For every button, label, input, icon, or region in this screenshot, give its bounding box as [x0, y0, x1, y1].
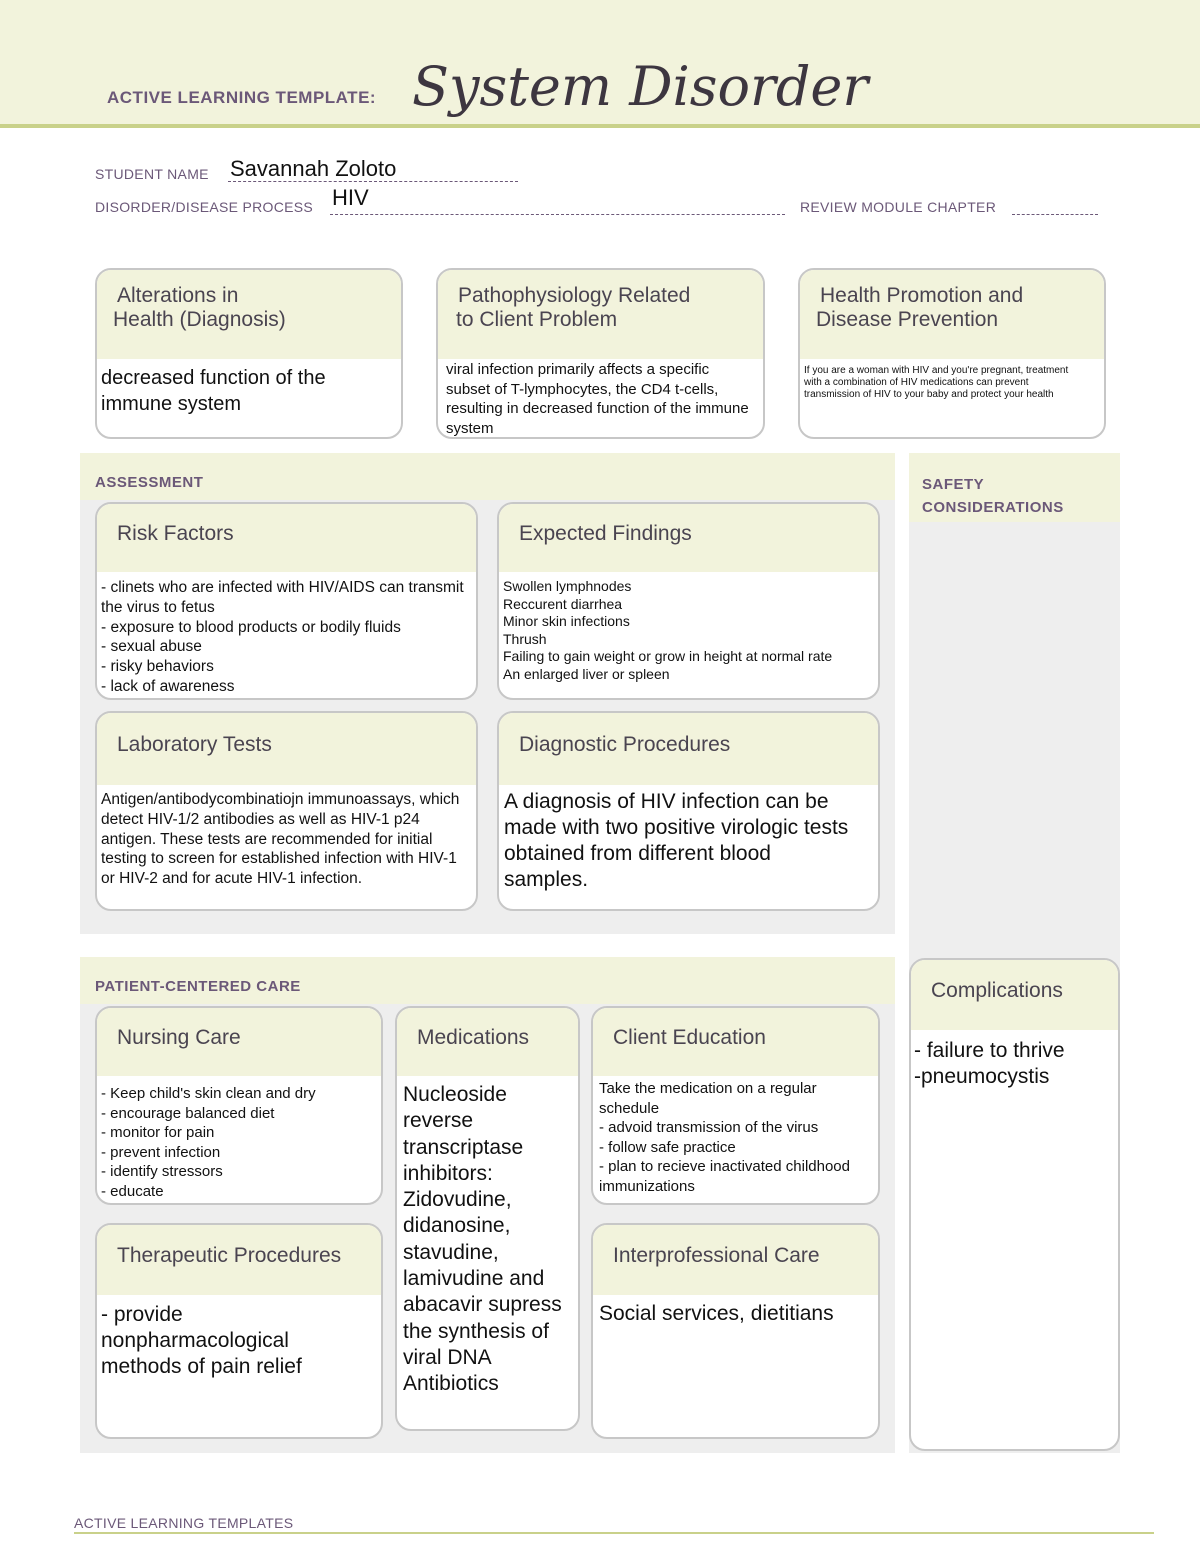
therapeutic-procedures-box [95, 1223, 383, 1439]
footer-divider [74, 1532, 1154, 1534]
template-title: System Disorder [412, 55, 869, 118]
client-education-title: Client Education [593, 1008, 878, 1076]
health-promotion-text[interactable]: If you are a woman with HIV and you're pregnant, treatment with a combination of HIV medications can prevent transmission of HIV to your baby and protect your health [804, 365, 1069, 400]
safety-title: SAFETY CONSIDERATIONS [922, 476, 1064, 516]
disorder-field[interactable] [330, 185, 785, 215]
list-item: - clinets who are infected with HIV/AIDS can transmit the virus to fetus [101, 579, 468, 616]
laboratory-tests-box [95, 711, 478, 911]
complications-title: Complications [911, 960, 1118, 1030]
laboratory-tests-title: Laboratory Tests [97, 713, 476, 785]
diagnostic-procedures-box [497, 711, 880, 911]
nursing-care-box [95, 1006, 383, 1205]
disorder-value: HIV [332, 185, 369, 210]
footer-label: ACTIVE LEARNING TEMPLATES [74, 1515, 294, 1531]
list-item: - plan to recieve inactivated childhood immunizations [599, 1158, 855, 1195]
risk-factors-box [95, 502, 478, 700]
list-item: - advoid transmission of the virus [599, 1119, 819, 1136]
complications-list[interactable] [911, 1030, 1118, 1096]
client-education-list[interactable] [593, 1076, 878, 1202]
list-item: - follow safe practice [599, 1138, 736, 1156]
expected-findings-box [497, 502, 880, 700]
risk-factors-title: Risk Factors [97, 504, 476, 572]
list-item: - failure to thrive [914, 1039, 1065, 1062]
list-item: - Keep child's skin clean and dry [101, 1085, 316, 1102]
list-item: Minor skin infections [503, 613, 630, 629]
student-name-field[interactable] [228, 156, 518, 182]
review-module-label: REVIEW MODULE CHAPTER [800, 199, 997, 215]
health-promotion-box [798, 268, 1106, 439]
list-item: - encourage balanced diet [101, 1104, 275, 1122]
list-item: Failing to gain weight or grow in height at normal rate [503, 648, 833, 664]
risk-factors-list[interactable] [97, 572, 476, 700]
disorder-label: DISORDER/DISEASE PROCESS [95, 199, 314, 215]
list-item: An enlarged liver or spleen [503, 665, 670, 682]
list-item: - educate [101, 1182, 164, 1200]
list-item: -pneumocystis [914, 1065, 1050, 1088]
therapeutic-procedures-title: Therapeutic Procedures [97, 1225, 381, 1295]
diagnostic-procedures-title: Diagnostic Procedures [499, 713, 878, 785]
list-item: - sexual abuse [101, 638, 202, 656]
expected-findings-title: Expected Findings [499, 504, 878, 572]
list-item: - identify stressors [101, 1163, 223, 1180]
student-name-label: STUDENT NAME [95, 166, 209, 182]
list-item: Thrush [503, 630, 547, 647]
list-item: Nucleoside reverse transcriptase inhibitors: Zidovudine, didanosine, stavudine, lamivudine and abacavir supress the synthesis of viral DNA [403, 1083, 568, 1369]
list-item: - risky behaviors [101, 658, 214, 676]
assessment-title: ASSESSMENT [95, 474, 204, 491]
list-item: - exposure to blood products or bodily fluids [101, 618, 401, 636]
list-item: Reccurent diarrhea [503, 595, 623, 612]
nursing-care-title: Nursing Care [97, 1008, 381, 1076]
student-name-value: Savannah Zoloto [230, 156, 397, 181]
pathophysiology-title: Pathophysiology Related to Client Problem [438, 270, 763, 359]
expected-findings-list[interactable] [499, 572, 878, 689]
alterations-title: Alterations in Health (Diagnosis) [97, 270, 401, 359]
medications-list[interactable] [397, 1076, 578, 1404]
laboratory-tests-text[interactable]: Antigen/antibodycombinatiojn immunoassays, which detect HIV-1/2 antibodies as well as HIV-1 p24 antigen. These tests are recommended for initial testing to screen for established infection with HIV-1 or HIV-2 and for acute HIV-1 infection. [101, 791, 460, 888]
pathophysiology-text[interactable]: viral infection primarily affects a specific subset of T-lymphocytes, the CD4 t-cells, resulting in decreased function of the immune system [446, 361, 749, 437]
therapeutic-procedures-text[interactable]: - provide nonpharmacological methods of pain relief [101, 1303, 302, 1378]
header-divider [0, 124, 1200, 128]
list-item: - prevent infection [101, 1143, 221, 1161]
medications-title: Medications [397, 1008, 578, 1076]
patient-care-title: PATIENT-CENTERED CARE [95, 978, 301, 995]
diagnostic-procedures-text[interactable]: A diagnosis of HIV infection can be made with two positive virologic tests obtained from different blood samples. [504, 790, 849, 891]
medications-box [395, 1006, 580, 1431]
list-item: Take the medication on a regular schedule [599, 1080, 821, 1117]
alterations-text[interactable]: decreased function of the immune system [101, 367, 326, 415]
interprofessional-care-box [591, 1223, 880, 1439]
list-item: - monitor for pain [101, 1124, 215, 1141]
interprofessional-care-text[interactable]: Social services, dietitians [599, 1302, 834, 1325]
list-item: Swollen lymphnodes [503, 578, 632, 594]
pathophysiology-box [436, 268, 765, 439]
complications-box [909, 958, 1120, 1451]
list-item: Antibiotics [403, 1372, 499, 1396]
health-promotion-title: Health Promotion and Disease Prevention [800, 270, 1104, 359]
review-module-field[interactable] [1012, 193, 1098, 215]
nursing-care-list[interactable] [97, 1076, 381, 1205]
list-item: - lack of awareness [101, 677, 235, 695]
alterations-box [95, 268, 403, 439]
client-education-box [591, 1006, 880, 1205]
interprofessional-care-title: Interprofessional Care [593, 1225, 878, 1295]
template-label: ACTIVE LEARNING TEMPLATE: [107, 88, 377, 107]
